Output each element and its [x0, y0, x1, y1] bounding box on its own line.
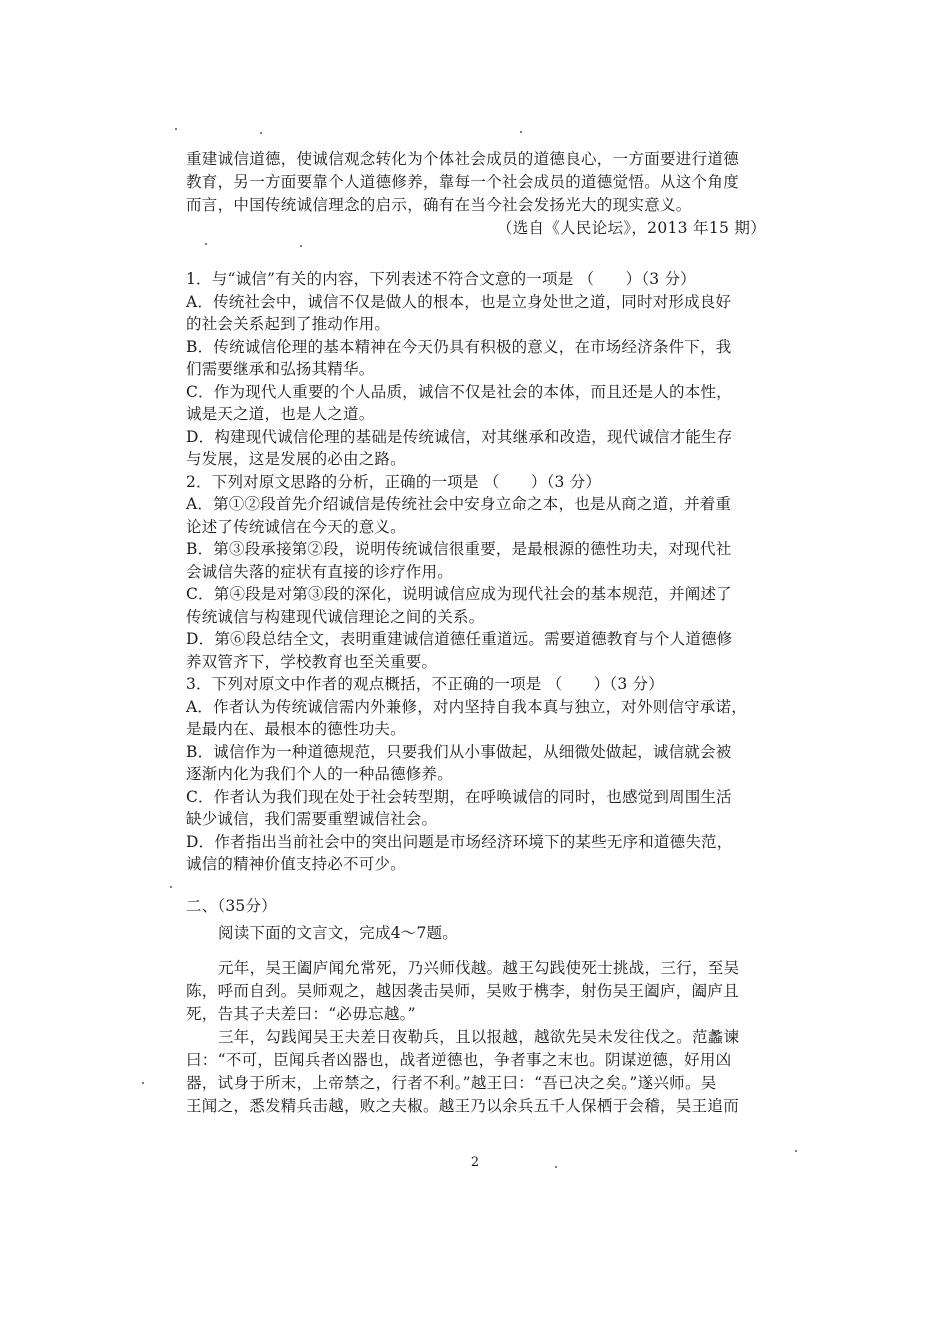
option-d-cont: 诚信的精神价值支持必不可少。 — [186, 855, 406, 873]
option-b-cont: 逐渐内化为我们个人的一种品德修养。 — [186, 765, 453, 783]
option-a-cont: 是最内在、最根本的德性功夫。 — [186, 720, 406, 738]
classical-line: 死，告其子夫差曰：“必毋忘越。” — [186, 1005, 416, 1023]
option-c-cont: 诚是天之道，也是人之道。 — [186, 405, 375, 423]
scan-speck — [300, 245, 302, 247]
scan-speck — [170, 886, 172, 888]
option-a: A．传统社会中，诚信不仅是做人的根本，也是立身处世之道，同时对形成良好 — [186, 292, 732, 311]
classical-paragraph-2 — [186, 1026, 776, 1118]
question-2 — [186, 471, 776, 674]
option-c: C．作者认为我们现在处于社会转型期，在呼唤诚信的同时，也感觉到周围生活 — [186, 787, 732, 806]
passage-line: 重建诚信道德，使诚信观念转化为个体社会成员的道德良心，一方面要进行道德 — [186, 150, 740, 168]
page-number: 2 — [470, 1155, 480, 1170]
classical-line: 三年，勾践闻吴王夫差日夜勒兵，且以报越，越欲先吴未发往伐之。范蠡谏 — [218, 1028, 740, 1046]
section-instruction: 阅读下面的文言文，完成4～7题。 — [218, 923, 458, 942]
option-d: D．第⑥段总结全文，表明重建诚信道德任重道远。需要道德教育与个人道德修 — [186, 630, 733, 648]
option-b: B．第③段承接第②段，说明传统诚信很重要，是最根源的德性功夫，对现代社 — [186, 540, 732, 558]
classical-text — [186, 957, 776, 1118]
scan-speck — [520, 131, 522, 133]
classical-line: 曰：“不可，臣闻兵者凶器也，战者逆德也，争者事之末也。阴谋逆德，好用凶 — [186, 1051, 732, 1069]
option-a: A．作者认为传统诚信需内外兼修，对内坚持自我本真与独立，对外则信守承诺， — [186, 697, 747, 716]
option-b-cont: 们需要继承和弘扬其精华。 — [186, 360, 375, 378]
option-b-cont: 会诚信失落的症状有直接的诊疗作用。 — [186, 562, 453, 581]
classical-paragraph-1 — [186, 957, 776, 1026]
passage-ending — [186, 148, 776, 240]
question-1 — [186, 268, 776, 471]
passage-line: 而言，中国传统诚信理念的启示，确有在当今社会发扬光大的现实意义。 — [186, 196, 692, 214]
scan-speck — [795, 1150, 797, 1152]
option-a: A．第①②段首先介绍诚信是传统社会中安身立命之本，也是从商之道，并着重 — [186, 495, 732, 513]
question-stem: 2．下列对原文思路的分析，正确的一项是 （ ）（3 分） — [186, 472, 602, 491]
question-stem: 1．与“诚信”有关的内容，下列表述不符合文意的一项是 （ ）（3 分） — [186, 270, 696, 288]
classical-line: 王闻之，悉发精兵击越，败之夫椒。越王乃以余兵五千人保栖于会稽，吴王追而 — [186, 1097, 740, 1115]
option-a-cont: 的社会关系起到了推动作用。 — [186, 315, 391, 333]
option-d: D．作者指出当前社会中的突出问题是市场经济环境下的某些无序和道德失范， — [186, 832, 733, 851]
option-c-cont: 缺少诚信，我们需要重塑诚信社会。 — [186, 810, 438, 828]
option-a-cont: 论述了传统诚信在今天的意义。 — [186, 517, 406, 536]
option-d-cont: 与发展，这是发展的必由之路。 — [186, 450, 406, 468]
option-d-cont: 养双管齐下，学校教育也至关重要。 — [186, 652, 438, 671]
option-b: B．传统诚信伦理的基本精神在今天仍具有积极的意义，在市场经济条件下，我 — [186, 337, 732, 356]
scan-speck — [555, 1166, 557, 1168]
classical-line: 元年，吴王阖庐闻允常死，乃兴师伐越。越王勾践使死士挑战，三行，至吴 — [218, 959, 740, 977]
option-c: C．作为现代人重要的个人品质，诚信不仅是社会的本体，而且还是人的本性， — [186, 382, 732, 401]
scan-speck — [205, 243, 207, 245]
scan-speck — [175, 128, 177, 130]
question-3 — [186, 673, 776, 876]
option-c: C．第④段是对第③段的深化，说明诚信应成为现代社会的基本规范，并阐述了 — [186, 585, 732, 603]
scan-speck — [142, 1082, 144, 1084]
questions — [186, 268, 776, 876]
scan-speck — [260, 132, 262, 134]
classical-line: 器，试身于所末，上帝禁之，行者不利。”越王曰：“吾已决之矣。”遂兴师。吴 — [186, 1074, 717, 1092]
section-heading: 二、（35分） — [186, 897, 277, 915]
classical-line: 陈，呼而自刭。吴师观之，越因袭击吴师，吴败于槜李，射伤吴王阖庐，阖庐且 — [186, 982, 740, 1000]
passage-line: 教育，另一方面要靠个人道德修养，靠每一个社会成员的道德觉悟。从这个角度 — [186, 173, 740, 191]
option-d: D．构建现代诚信伦理的基础是传统诚信，对其继承和改造，现代诚信才能生存 — [186, 427, 733, 446]
option-b: B．诚信作为一种道德规范，只要我们从小事做起，从细微处做起，诚信就会被 — [186, 742, 732, 761]
source-citation: （选自《人民论坛》，2013 年15 期） — [496, 219, 766, 237]
question-stem: 3．下列对原文中作者的观点概括，不正确的一项是 （ ）（3 分） — [186, 675, 664, 693]
section-two-header — [186, 895, 776, 944]
option-c-cont: 传统诚信与构建现代诚信理论之间的关系。 — [186, 607, 485, 626]
